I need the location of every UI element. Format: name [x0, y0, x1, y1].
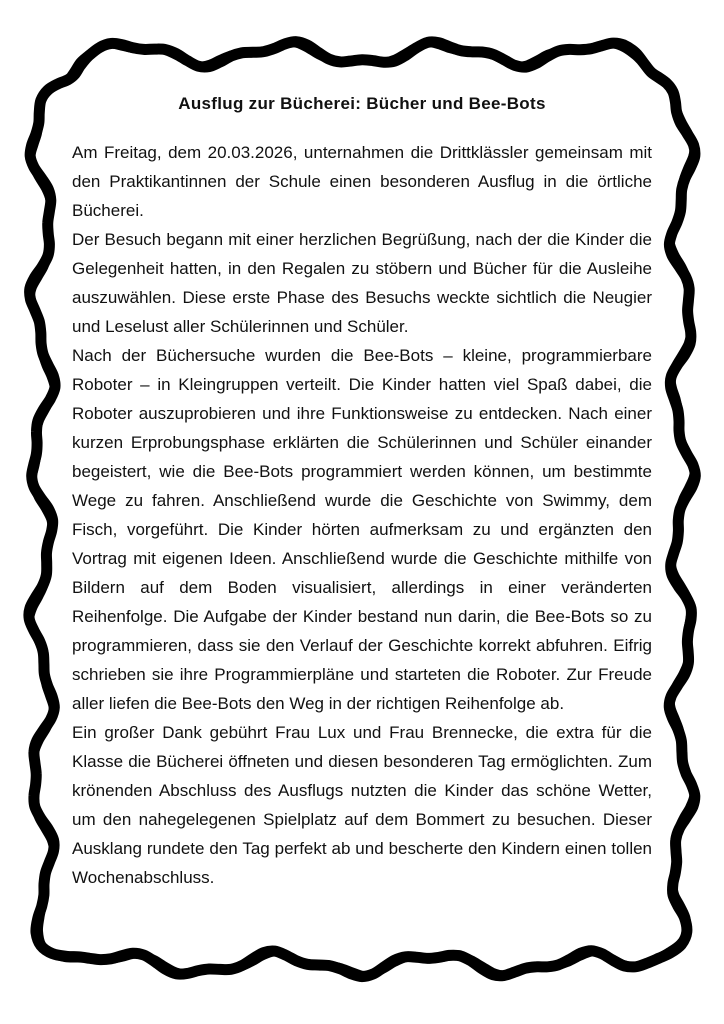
paragraph-beebots: Nach der Büchersuche wurden die Bee-Bots – kleine, programmierbare Roboter – in Kleingruppen verteilt. Die Kinder hatten viel Spaß dabei, die Roboter auszuprobieren und ihre Funktionsweise zu entdecken. Nach einer kurzen Erprobungsphase erklärten die Schülerinnen und Schüler einander begeistert, wie die Bee-Bots programmiert werden können, um bestimmte Wege zu fahren. Anschließend wurde die Geschichte von Swimmy, dem Fisch, vorgeführt. Die Kinder hörten aufmerksam zu und ergänzten den Vortrag mit eigenen Ideen. Anschließend wurde die Geschichte mithilfe von Bildern auf dem Boden visualisiert, allerdings in einer veränderten Reihenfolge. Die Aufgabe der Kinder bestand nun darin, die Bee-Bots so zu programmieren, dass sie den Verlauf der Geschichte korrekt abfuhren. Eifrig schrieben sie ihre Programmierpläne und starteten die Roboter. Zur Freude aller liefen die Bee-Bots den Weg in der richtigen Reihenfolge ab. [72, 346, 652, 713]
document-title: Ausflug zur Bücherei: Bücher und Bee-Bots [178, 94, 546, 113]
paragraph-intro: Am Freitag, dem 20.03.2026, unternahmen die Drittklässler gemeinsam mit den Praktikantinnen der Schule einen besonderen Ausflug in die örtliche Bücherei. [72, 143, 652, 220]
document-content [72, 94, 652, 892]
paragraph-thanks: Ein großer Dank gebührt Frau Lux und Frau Brennecke, die extra für die Klasse die Bücherei öffneten und diesen besonderen Tag ermöglichten. Zum krönenden Abschluss des Ausflugs nutzten die Kinder das schöne Wetter, um den nahegelegenen Spielplatz auf dem Bommert zu besuchen. Dieser Ausklang rundete den Tag perfekt ab und bescherte den Kindern einen tollen Wochenabschluss. [72, 723, 652, 887]
paragraph-visit-start: Der Besuch begann mit einer herzlichen Begrüßung, nach der die Kinder die Gelegenheit hatten, in den Regalen zu stöbern und Bücher für die Ausleihe auszuwählen. Diese erste Phase des Besuchs weckte sichtlich die Neugier und Leselust aller Schülerinnen und Schüler. [72, 230, 652, 336]
